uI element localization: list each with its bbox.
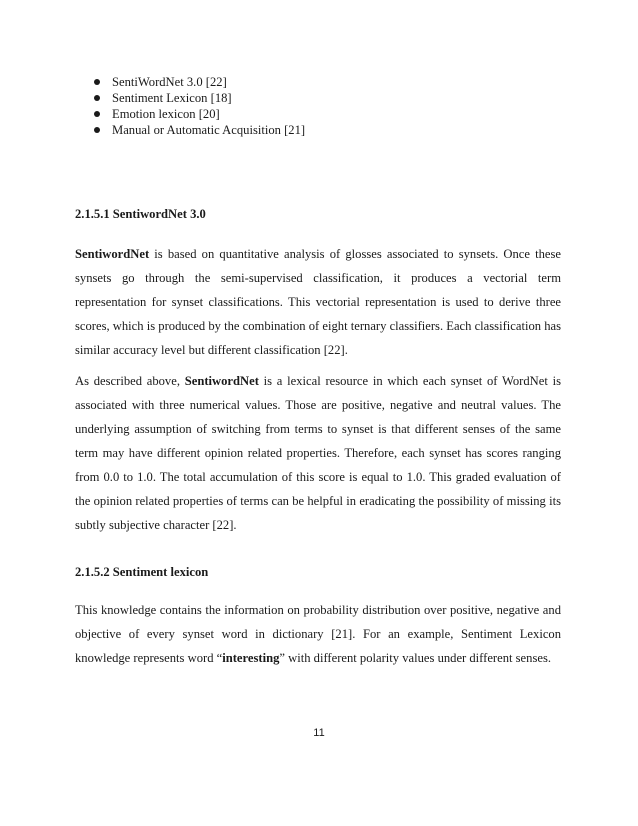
bullet-icon [94, 95, 100, 101]
term-interesting: interesting [222, 651, 280, 665]
bullet-icon [94, 127, 100, 133]
source-list [94, 74, 305, 138]
bullet-icon [94, 111, 100, 117]
paragraph-sentiwordnet-intro: SentiwordNet is based on quantitative analysis of glosses associated to synsets. Once these synsets go through the semi-supervised classification, it produces a vectorial term representation for synset classifications. This vectorial representation is used to derive three scores, which is produced by the combination of eight ternary classifiers. Each classification has similar accuracy level but different classification [22]. [75, 247, 561, 357]
section-heading-sentiwordnet: 2.1.5.1 SentiwordNet 3.0 [75, 207, 206, 221]
section-heading-sentiment-lexicon: 2.1.5.2 Sentiment lexicon [75, 565, 209, 579]
list-item: Manual or Automatic Acquisition [21] [94, 122, 305, 138]
term-sentiwordnet: SentiwordNet [75, 247, 150, 261]
term-sentiwordnet: SentiwordNet [184, 374, 259, 388]
list-item: SentiWordNet 3.0 [22] [94, 74, 305, 90]
paragraph-sentiwordnet-details: As described above, SentiwordNet is a lexical resource in which each synset of WordNet is associated with three numerical values. Those are positive, negative and neutral values. The underlying assumption of switching from terms to synset is that different senses of the same term may have different opinion related properties. Therefore, each synset has scores ranging from 0.0 to 1.0. The total accumulation of this score is equal to 1.0. This graded evaluation of the opinion related properties of terms can be helpful in eradicating the possibility of missing its subtly subjective character [22]. [75, 374, 561, 532]
paragraph-sentiment-lexicon: This knowledge contains the information on probability distribution over positive, negative and objective of every synset word in dictionary [21]. For an example, Sentiment Lexicon knowledge represents word “interesting” with different polarity values under different senses. [75, 603, 561, 665]
page-number: 11 [313, 727, 325, 739]
bullet-icon [94, 79, 100, 85]
list-item: Emotion lexicon [20] [94, 106, 305, 122]
list-item: Sentiment Lexicon [18] [94, 90, 305, 106]
